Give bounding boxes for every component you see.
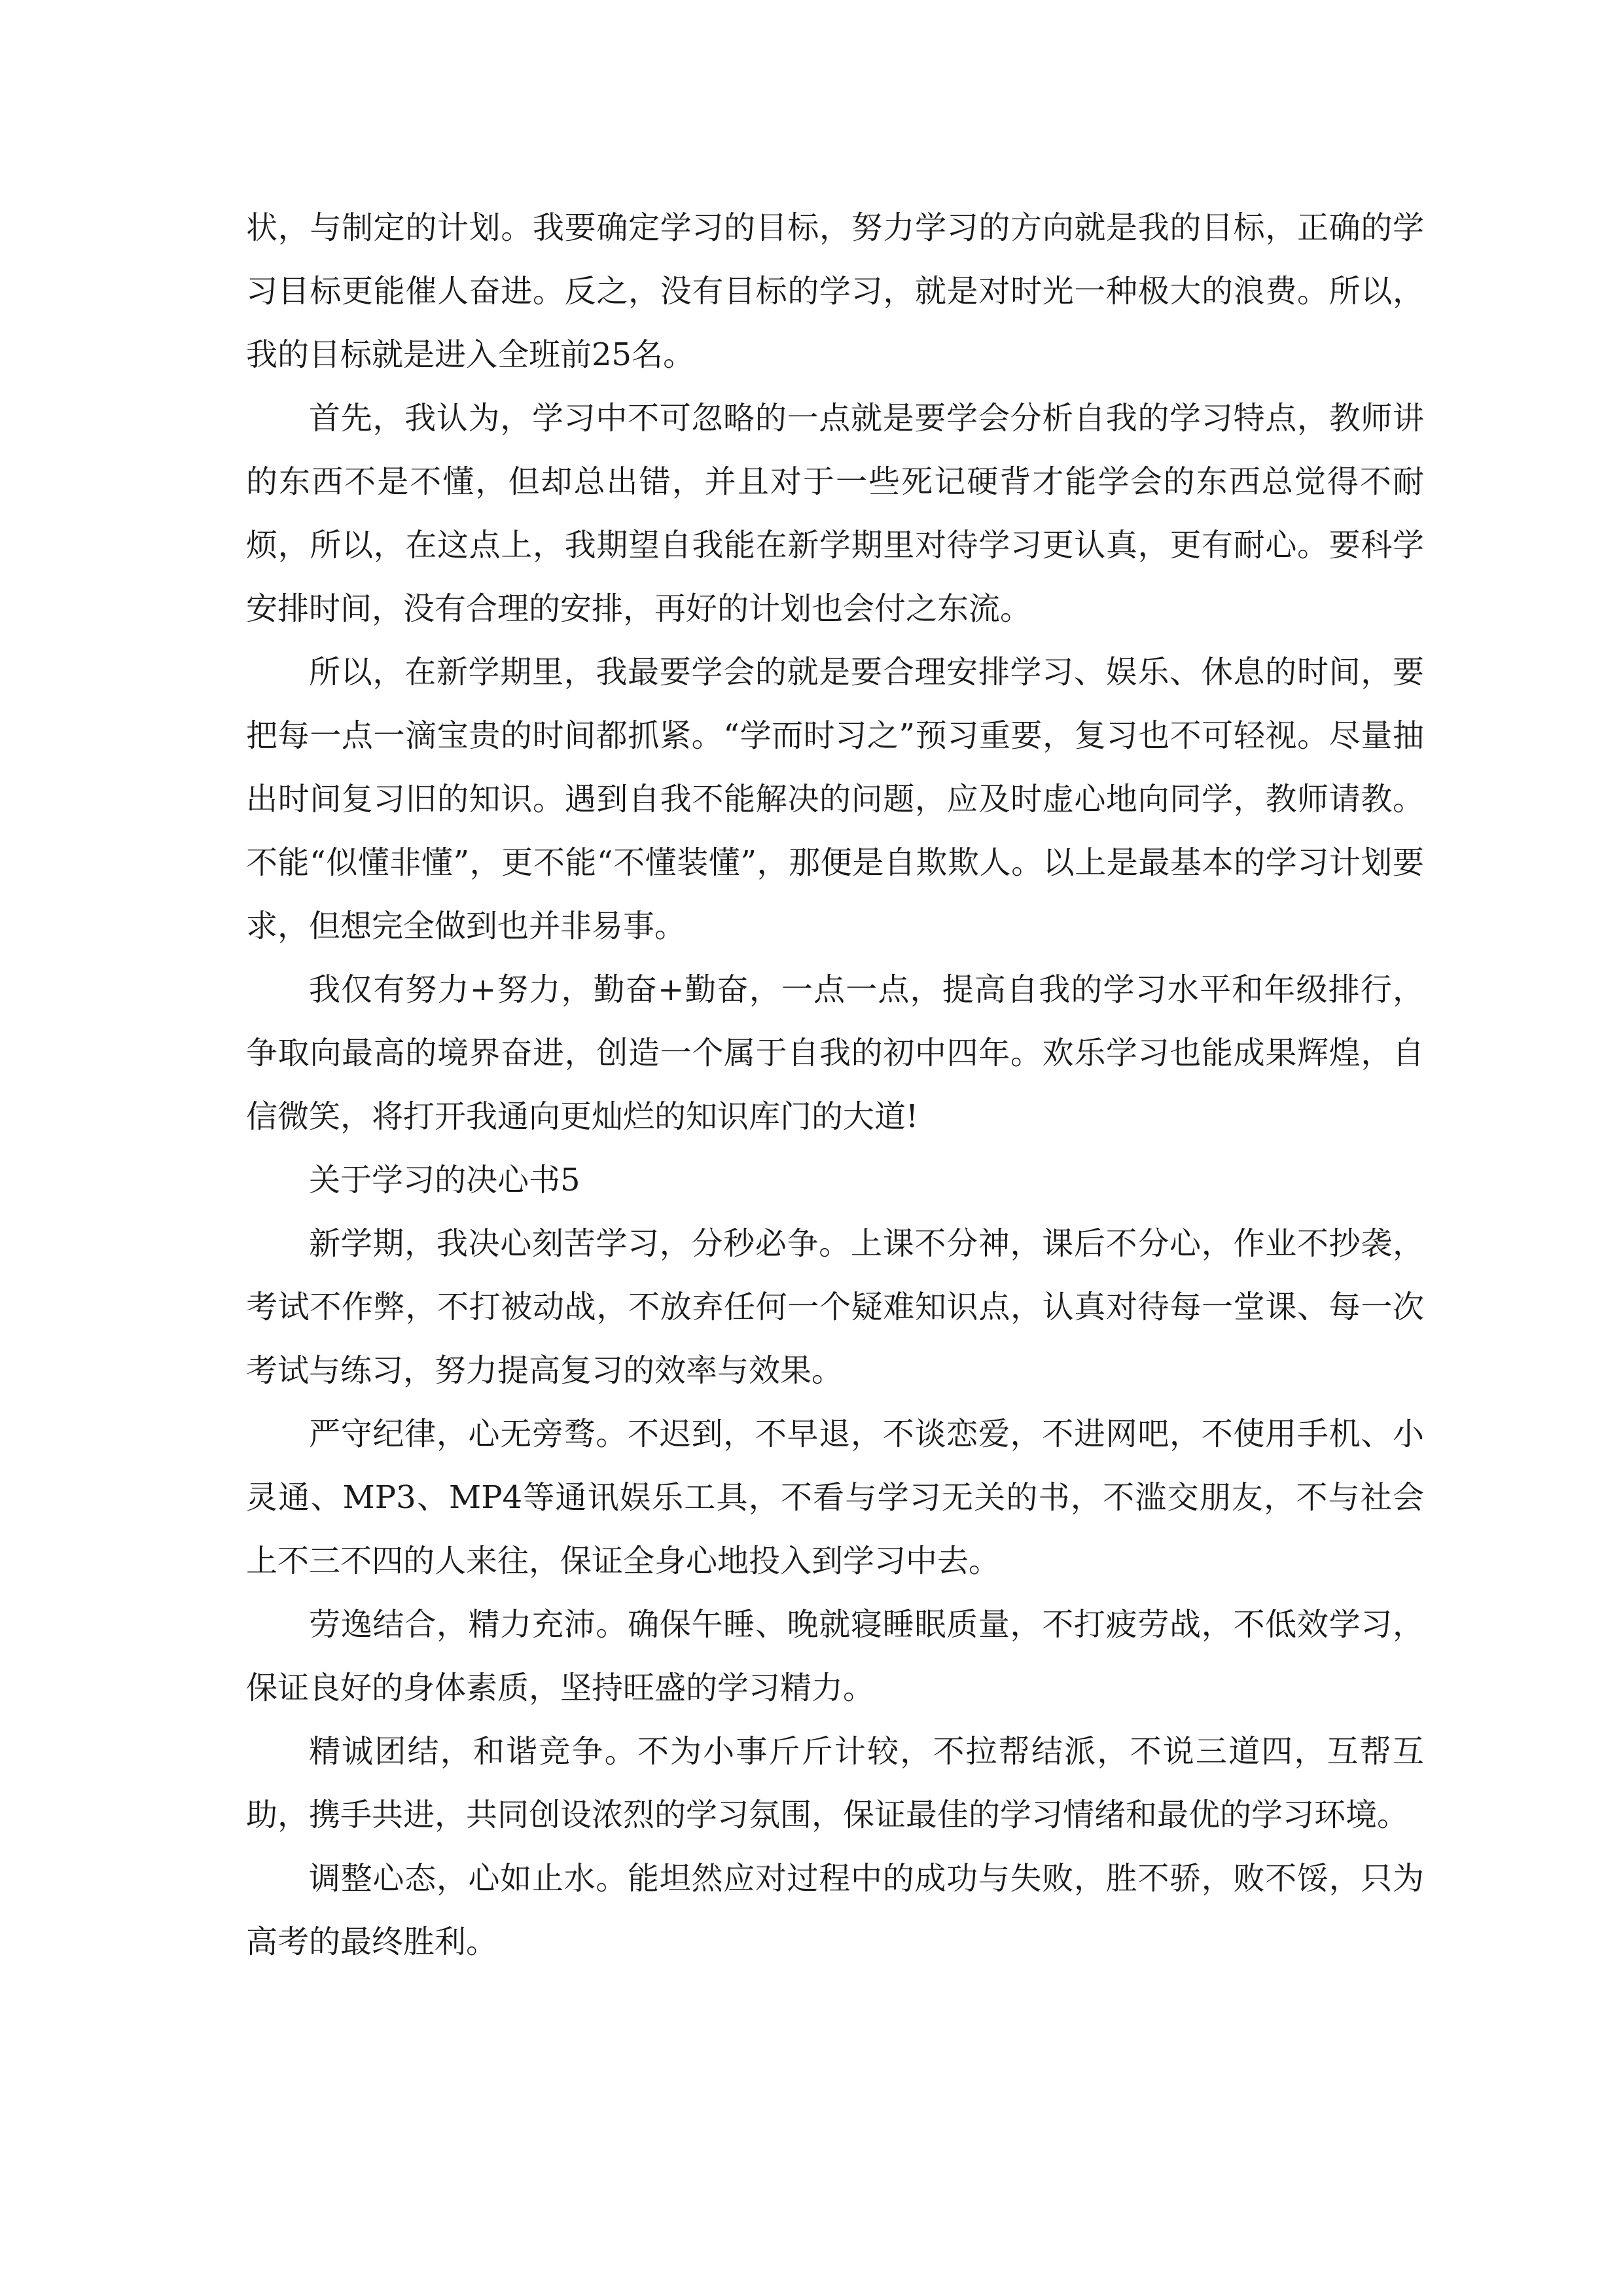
paragraph-effort: 我仅有努力+努力，勤奋+勤奋，一点一点，提高自我的学习水平和年级排行，争取向最高的境界奋进，创造一个属于自我的初中四年。欢乐学习也能成果辉煌，自信微笑，将打开我通向更灿烂的知识库门的大道! [246, 971, 1424, 1135]
paragraph-discipline: 严守纪律，心无旁骛。不迟到，不早退，不谈恋爱，不进网吧，不使用手机、小灵通、MP3、MP4等通讯娱乐工具，不看与学习无关的书，不滥交朋友，不与社会上不三不四的人来往，保证全身心地投入到学习中去。 [246, 1416, 1424, 1579]
paragraph-continuation: 状，与制定的计划。我要确定学习的目标，努力学习的方向就是我的目标，正确的学习目标更能催人奋进。反之，没有目标的学习，就是对时光一种极大的浪费。所以，我的目标就是进入全班前25名。 [246, 209, 1424, 373]
paragraph-unity: 精诚团结，和谐竞争。不为小事斤斤计较，不拉帮结派，不说三道四，互帮互助，携手共进，共同创设浓烈的学习氛围，保证最佳的学习情绪和最优的学习环境。 [246, 1733, 1424, 1833]
paragraph-analysis: 首先，我认为，学习中不可忽略的一点就是要学会分析自我的学习特点，教师讲的东西不是不懂，但却总出错，并且对于一些死记硬背才能学会的东西总觉得不耐烦，所以，在这点上，我期望自我能在新学期里对待学习更认真，更有耐心。要科学安排时间，没有合理的安排，再好的计划也会付之东流。 [246, 400, 1424, 627]
paragraph-mindset: 调整心态，心如止水。能坦然应对过程中的成功与失败，胜不骄，败不馁，只为高考的最终胜利。 [246, 1860, 1424, 1960]
section-heading: 关于学习的决心书5 [309, 1162, 580, 1198]
paragraph-rest: 劳逸结合，精力充沛。确保午睡、晚就寝睡眠质量，不打疲劳战，不低效学习，保证良好的身体素质，坚持旺盛的学习精力。 [246, 1606, 1424, 1706]
document-body [246, 196, 1424, 1974]
paragraph-new-term: 新学期，我决心刻苦学习，分秒必争。上课不分神，课后不分心，作业不抄袭，考试不作弊，不打被动战，不放弃任何一个疑难知识点，认真对待每一堂课、每一次考试与练习，努力提高复习的效率与效果。 [246, 1225, 1424, 1389]
paragraph-schedule: 所以，在新学期里，我最要学会的就是要合理安排学习、娱乐、休息的时间，要把每一点一滴宝贵的时间都抓紧。“学而时习之”预习重要，复习也不可轻视。尽量抽出时间复习旧的知识。遇到自我不能解决的问题，应及时虚心地向同学，教师请教。不能“似懂非懂”，更不能“不懂装懂”，那便是自欺欺人。以上是最基本的学习计划要求，但想完全做到也并非易事。 [246, 654, 1424, 944]
